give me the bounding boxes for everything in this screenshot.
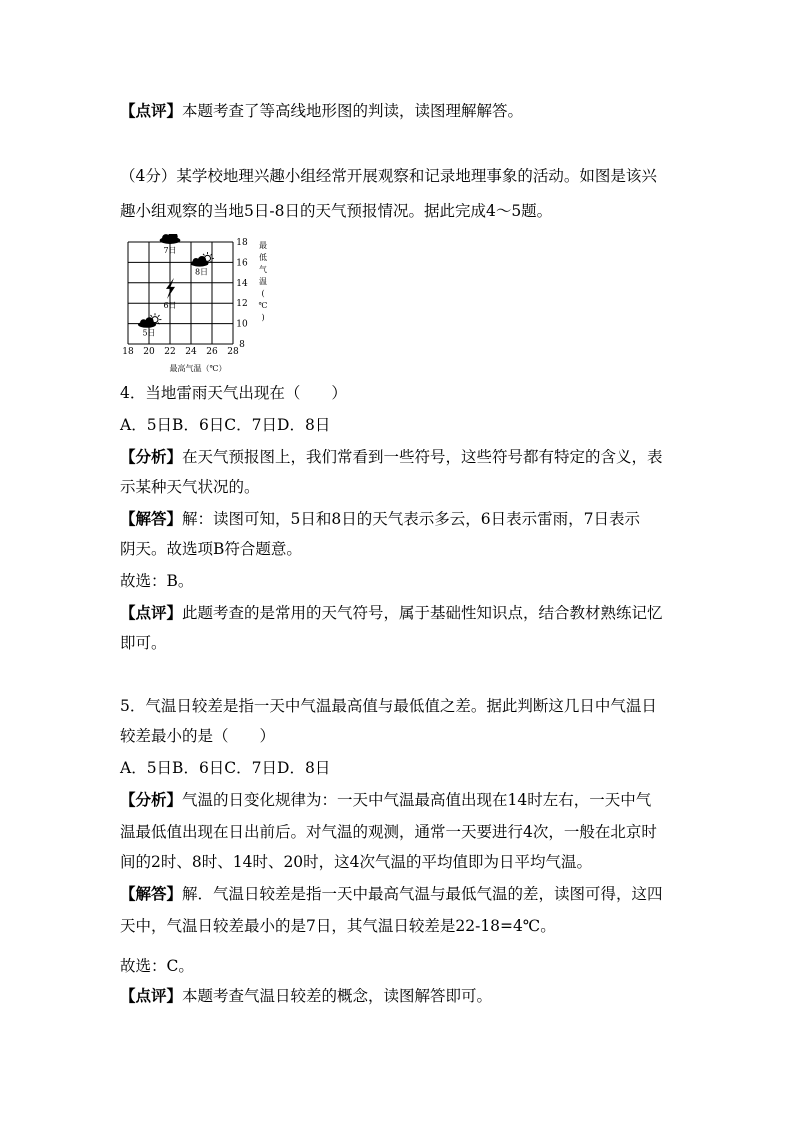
- y-axis-label-char: 气: [259, 265, 267, 274]
- x-tick-label: 22: [164, 347, 176, 357]
- review-text-1: 本题考查气温日较差的概念，读图解答即可。: [182, 987, 493, 1005]
- q5-analysis: [120, 790, 651, 810]
- review-tag: 【点评】: [120, 986, 183, 1005]
- point-label: 8日: [194, 267, 209, 277]
- point-label: 5日: [142, 328, 156, 338]
- sun-ray: [203, 254, 205, 256]
- review-text-1: 此题考查的是常用的天气符号，属于基础性知识点，结合教材熟练记忆: [182, 604, 663, 622]
- answer-text-1: 解．气温日较差是指一天中最高气温与最低气温的差，读图可得，这四: [182, 885, 663, 903]
- cloud-part: [198, 256, 206, 264]
- x-axis-label: 最高气温（℃）: [169, 364, 227, 373]
- q4-options: A．5日B．6日C．7日D．8日: [120, 416, 331, 434]
- q4-review: [120, 603, 663, 623]
- answer-tag: 【解答】: [120, 509, 183, 528]
- analysis-tag: 【分析】: [120, 790, 183, 809]
- point-label: 7日: [163, 246, 177, 255]
- analysis-tag: 【分析】: [120, 447, 183, 466]
- answer-tag: 【解答】: [120, 884, 183, 903]
- review-text: 本题考查了等高线地形图的判读，读图理解解答。: [182, 102, 524, 120]
- y-tick-label: 14: [236, 278, 248, 289]
- overcast-icon: [160, 234, 181, 244]
- y-axis-label-char: ): [261, 313, 265, 322]
- x-axis-ticks: [122, 347, 239, 357]
- partly-cloudy-icon: [191, 252, 214, 267]
- weather-chart: [116, 234, 276, 376]
- partly-cloudy-icon: [138, 313, 161, 328]
- y-tick-label: 18: [236, 238, 248, 248]
- q5-options: A．5日B．6日C．7日D．8日: [120, 759, 331, 777]
- sun-ray: [150, 315, 152, 317]
- y-axis-ticks: [236, 238, 248, 350]
- q5-stem-1: 5．气温日较差是指一天中气温最高值与最低值之差。据此判断这几日中气温日: [120, 697, 657, 715]
- y-tick-label: 16: [236, 258, 248, 269]
- q5-answer-2: 天中，气温日较差最小的是7日，其气温日较差是22-18=4℃。: [120, 917, 556, 935]
- x-tick-label: 28: [227, 347, 239, 357]
- q4-choice: 故选：B。: [120, 572, 194, 590]
- q4-analysis: [120, 447, 663, 467]
- q5-choice: 故选：C。: [120, 957, 194, 975]
- q4-answer-2: 阴天。故选项B符合题意。: [120, 540, 302, 558]
- y-axis-label-char: 温: [259, 277, 267, 286]
- q5-analysis-2: 温最低值出现在日出前后。对气温的观测，通常一天要进行4次，一般在北京时: [120, 823, 657, 841]
- x-tick-label: 24: [185, 347, 197, 357]
- y-axis-label-char: (: [261, 289, 265, 298]
- weather-point: [138, 313, 161, 337]
- q5-analysis-3: 间的2时、8时、14时、20时，这4次气温的平均值即为日平均气温。: [120, 853, 593, 871]
- review-tag: 【点评】: [120, 101, 183, 120]
- answer-text-1: 解：读图可知，5日和8日的天气表示多云，6日表示雷雨，7日表示: [182, 510, 640, 528]
- weather-point: [191, 252, 214, 276]
- review-tag: 【点评】: [120, 603, 183, 622]
- point-label: 6日: [163, 300, 177, 310]
- intro-line-2: 趣小组观察的当地5日-8日的天气预报情况。据此完成4～5题。: [120, 202, 553, 220]
- q4-answer: [120, 509, 640, 529]
- intro-line-1: （4分）某学校地理兴趣小组经常开展观察和记录地理事象的活动。如图是该兴: [120, 167, 657, 185]
- q4-review-2: 即可。: [120, 634, 167, 652]
- y-tick-label: 12: [236, 299, 248, 310]
- q4-analysis-2: 示某种天气状况的。: [120, 478, 260, 496]
- y-axis-label-char: ℃: [258, 301, 268, 310]
- sun-ray: [158, 315, 160, 317]
- prev-review: [120, 101, 523, 121]
- y-tick-label: 10: [236, 319, 248, 330]
- cloud-part: [145, 317, 153, 325]
- q4-stem: 4．当地雷雨天气出现在（ ）: [120, 384, 347, 402]
- q5-stem-2: 较差最小的是（ ）: [120, 727, 276, 745]
- y-axis-label: [259, 241, 268, 322]
- analysis-text-1: 气温的日变化规律为：一天中气温最高值出现在14时左右，一天中气: [182, 791, 652, 809]
- x-tick-label: 20: [143, 347, 155, 357]
- x-tick-label: 26: [206, 347, 218, 357]
- y-axis-label-char: 最: [259, 241, 267, 250]
- analysis-text-1: 在天气预报图上，我们常看到一些符号，这些符号都有特定的含义，表: [182, 448, 663, 466]
- y-tick-label: 8: [239, 340, 245, 350]
- x-tick-label: 18: [122, 347, 134, 357]
- q5-review: [120, 986, 492, 1006]
- y-axis-label-char: 低: [259, 253, 267, 262]
- q5-answer: [120, 884, 663, 904]
